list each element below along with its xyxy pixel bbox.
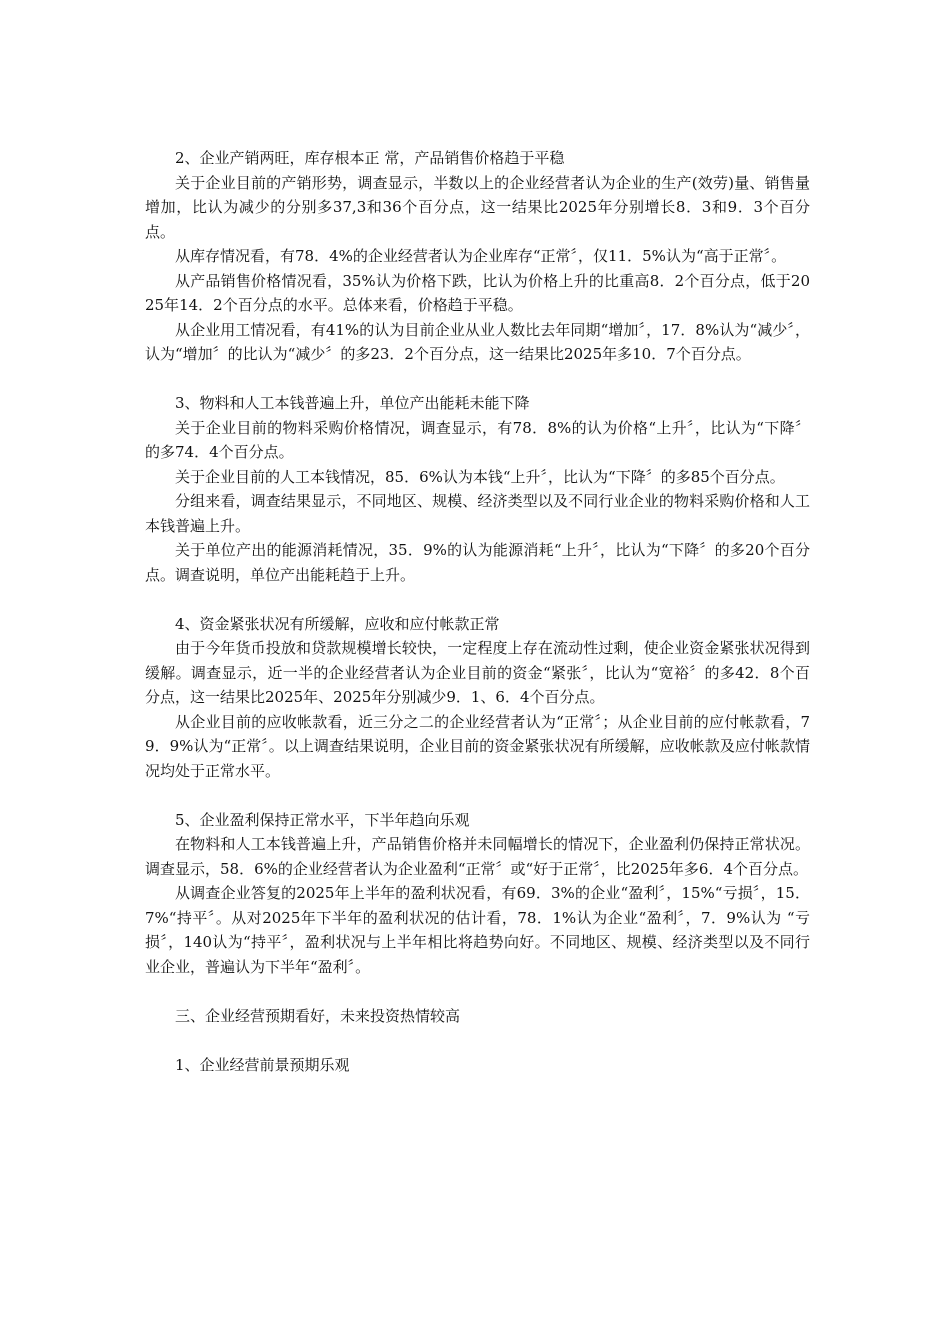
paragraph: 在物料和人工本钱普遍上升，产品销售价格并未同幅增长的情况下，企业盈利仍保持正常状况。调查显示，58．6%的企业经营者认为企业盈利“正常〞或“好于正常〞，比2025年多6．4个百分点。 — [145, 835, 810, 878]
chapter-heading: 三、企业经营预期看好，未来投资热情较高 — [175, 1006, 461, 1025]
paragraph: 关于企业目前的人工本钱情况，85．6%认为本钱“上升〞，比认为“下降〞的多85个百分点。 — [175, 467, 785, 486]
spacer — [145, 587, 810, 612]
paragraph: 从库存情况看，有78．4%的企业经营者认为企业库存“正常〞，仅11．5%认为“高于正常〞。 — [175, 247, 787, 265]
section-heading: 5、企业盈利保持正常水平，下半年趋向乐观 — [175, 810, 470, 829]
section-heading: 2、企业产销两旺，库存根本正 常，产品销售价格趋于平稳 — [175, 149, 565, 167]
paragraph: 关于单位产出的能源消耗情况，35．9%的认为能源消耗“上升〞，比认为“下降〞的多20个百分点。调查说明，单位产出能耗趋于上升。 — [145, 541, 810, 584]
paragraph: 从调查企业答复的2025年上半年的盈利状况看，有69．3%的企业“盈利〞，15%“亏损〞，15．7%“持平〞。从对2025年下半年的盈利状况的估计看，78．1%认为企业“盈利〞，7．9%认为 “亏损〞，140认为“持平〞，盈利状况与上半年相比将趋势向好。不同地区、规模、经济类型以及不同行业企业，普遍认为下半年“盈利〞。 — [145, 884, 810, 976]
document-body — [145, 146, 810, 1077]
spacer — [145, 979, 810, 1004]
paragraph: 从产品销售价格情况看，35%认为价格下跌，比认为价格上升的比重高8．2个百分点，低于2025年14．2个百分点的水平。总体来看，价格趋于平稳。 — [145, 271, 810, 314]
section-heading: 4、资金紧张状况有所缓解，应收和应付帐款正常 — [175, 614, 500, 633]
section-heading: 3、物料和人工本钱普遍上升，单位产出能耗未能下降 — [175, 394, 530, 412]
spacer — [145, 1028, 810, 1053]
paragraph: 分组来看，调查结果显示，不同地区、规模、经济类型以及不同行业企业的物料采购价格和人工本钱普遍上升。 — [145, 492, 810, 535]
spacer — [145, 783, 810, 808]
section-heading: 1、企业经营前景预期乐观 — [175, 1055, 350, 1074]
paragraph: 由于今年货币投放和贷款规模增长较快，一定程度上存在流动性过剩，使企业资金紧张状况得到缓解。调查显示，近一半的企业经营者认为企业目前的资金“紧张〞，比认为“宽裕〞的多42．8个百分点，这一结果比2025年、2025年分别减少9．1、6．4个百分点。 — [145, 639, 810, 706]
paragraph: 关于企业目前的产销形势，调查显示，半数以上的企业经营者认为企业的生产(效劳)量、销售量增加，比认为减少的分别多37,3和36个百分点，这一结果比2025年分别增长8．3和9．3个百分点。 — [145, 173, 810, 241]
paragraph: 从企业用工情况看，有41%的认为目前企业从业人数比去年同期“增加〞，17．8%认为“减少〞，认为“增加〞的比认为“减少〞的多23．2个百分点，这一结果比2025年多10．7个百分点。 — [145, 320, 810, 363]
spacer — [145, 367, 810, 392]
paragraph: 关于企业目前的物料采购价格情况，调查显示，有78．8%的认为价格“上升〞，比认为“下降〞的多74．4个百分点。 — [145, 418, 810, 461]
paragraph: 从企业目前的应收帐款看，近三分之二的企业经营者认为“正常〞；从企业目前的应付帐款看，79．9%认为“正常〞。以上调查结果说明，企业目前的资金紧张状况有所缓解，应收帐款及应付帐款情况均处于正常水平。 — [145, 712, 810, 780]
